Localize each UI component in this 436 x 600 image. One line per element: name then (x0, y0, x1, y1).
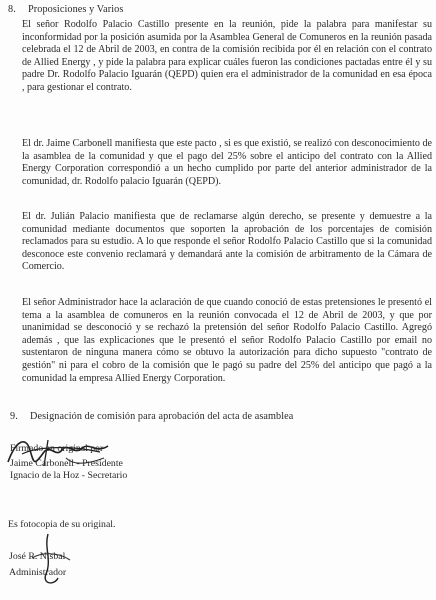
secretary-line: Ignacio de la Hoz - Secretario (10, 470, 128, 482)
firmado-line: Firmado en original por (10, 443, 104, 454)
administrator-block (9, 551, 66, 579)
section-9-title: Designación de comisión para aprobación del acta de asamblea (30, 411, 294, 422)
paragraph-4: El señor Administrador hace la aclaración de que cuando conoció de estas pretensiones le presentó el tema a la asamblea de comuneros en la reunión convocada el 12 de Abril de 2003, y que por unanimidad se desconoció y se rechazó la pretensión del señor Rodolfo Palacio Castillo. Agregó además , que las explicaciones que le presentó el señor Rodolfo Palacio Castillo por email no sustentaron de ninguna manera cómo se obtuvo la autorización para dicho supuesto "contrato de gestión" ni para el cobro de la comisión que le pagó su padre del 25% del anticipo que pagó a la comunidad la empresa Allied Energy Corporation. (22, 297, 432, 384)
administrator-role: Administrador (9, 566, 67, 578)
section-9-number: 9. (10, 411, 18, 422)
copy-note: Es fotocopia de su original. (8, 519, 116, 530)
section-9-heading (10, 411, 293, 422)
paragraph-2: El dr. Jaime Carbonell manifiesta que este pacto , si es que existió, se realizó con desconocimiento de la asamblea de la comunidad y que el pago del 25% sobre el anticipo del contrato con la Allied Energy Corporation correspondió a un hecho cumplido por parte del anterior administrador de la comunidad, dr. Rodolfo palacio Iguarán (QEPD). (22, 138, 432, 187)
paragraph-1: El señor Rodolfo Palacio Castillo presente en la reunión, pide la palabra para manifestar su inconformidad por la posición asumida por la Asamblea General de Comuneros en la reunión pasada celebrada el 12 de Abril de 2003, en contra de la comisión recibida por él en relación con el contrato de Allied Energy , y pide la palabra para explicar cuáles fueron las condiciones pactadas entre él y su padre Dr. Rodolfo Palacio Iguarán (QEPD) quien era el administrador de la comunidad en esa época , para gestionar el contrato. (22, 19, 432, 93)
section-8-heading (8, 4, 123, 15)
section-8-title: Proposiciones y Varios (28, 4, 124, 15)
administrator-name: José R. Nisbal (9, 551, 66, 562)
section-8-number: 8. (8, 4, 16, 15)
president-line: Jaime Carbonell - Presidente (10, 457, 123, 469)
paragraph-3: El dr. Julián Palacio manifiesta que de reclamarse algún derecho, se presente y demuestre a la comunidad mediante documentos que soporten la aprobación de los porcentajes de comisión reclamados para su estudio. A lo que responde el señor Rodolfo Palacio Castillo que si la comunidad desconoce este convenio reclamará y demandará ante la comisión de arbitramento de la Cámara de Comercio. (22, 211, 432, 273)
signature-block (10, 443, 127, 483)
